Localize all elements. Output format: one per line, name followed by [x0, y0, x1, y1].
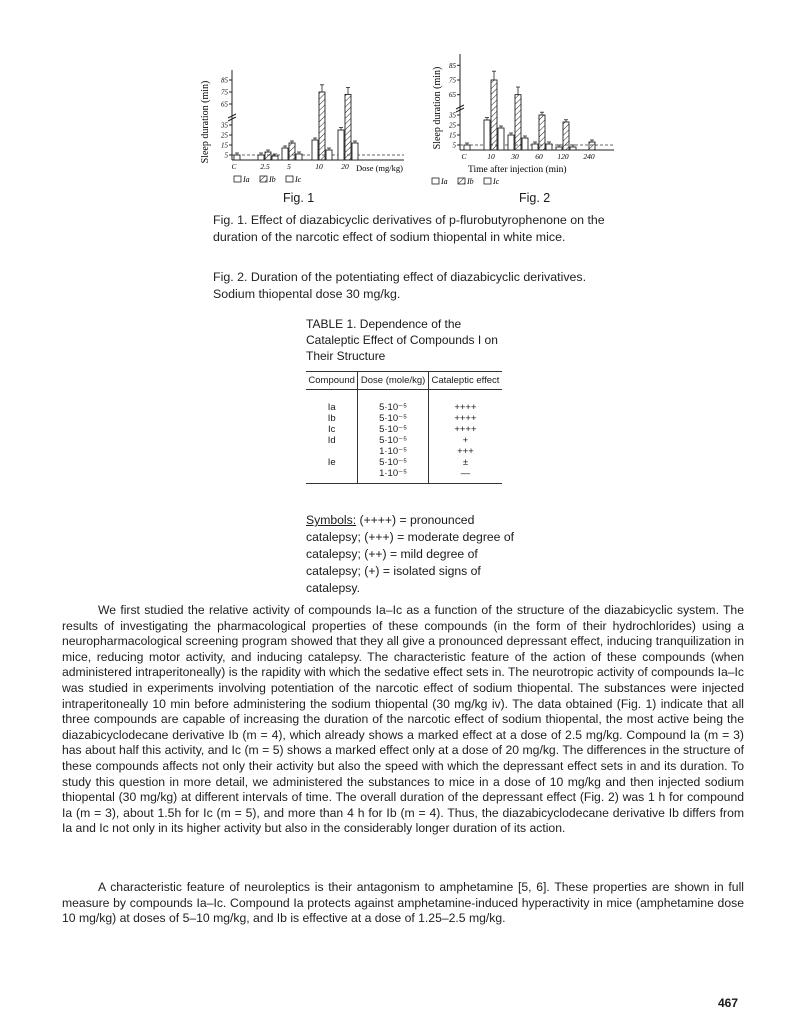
bar-ib — [319, 92, 325, 160]
bar-ic — [546, 144, 552, 150]
legend-swatch — [484, 178, 491, 184]
legend-label: Ia — [243, 175, 250, 184]
fig1-label: Fig. 1 — [283, 191, 315, 205]
bar-ia — [484, 120, 490, 150]
bar-ic — [352, 143, 358, 160]
y-tick-label: 85 — [221, 76, 228, 85]
table-title: TABLE 1. Dependence of the Cataleptic Effect of Compounds I on Their Structure — [306, 317, 498, 363]
bar-ib — [589, 142, 595, 150]
table-row: Ic 5·10⁻⁵ ++++ — [306, 424, 502, 435]
bar-ia — [282, 148, 288, 160]
x-tick-label: C — [231, 162, 237, 171]
page-number: 467 — [718, 996, 739, 1010]
symbols-text: (++++) = pronounced catalepsy; (+++) = moderate degree of catalepsy; (++) = mild degree of catalepsy; (+) = isolated signs of catalepsy. — [306, 513, 514, 595]
cataleptic-table — [306, 371, 502, 484]
x-tick-label: C — [461, 152, 467, 161]
fig1-caption: Fig. 1. Effect of diazabicyclic derivatives of p-flurobutyrophenone on the duration of the narcotic effect of sodium thiopental in white mice. — [213, 213, 605, 244]
y-tick-label: 15 — [221, 141, 228, 150]
table-header-compound: Compound — [306, 372, 358, 390]
x-tick-label: 2.5 — [260, 162, 270, 171]
bar-ib — [265, 152, 271, 160]
legend-label: Ic — [295, 175, 302, 184]
y-tick-label: 75 — [221, 88, 228, 97]
bar-ia — [556, 147, 562, 150]
bar-ib — [345, 94, 351, 160]
bar-ia — [258, 155, 264, 160]
legend-label: Ia — [441, 177, 448, 186]
bar-ia — [532, 144, 538, 150]
figure-1-chart — [196, 58, 408, 190]
y-tick-label: 35 — [221, 121, 228, 130]
table-row: Ie 5·10⁻⁵ ± — [306, 457, 502, 468]
bar-ic — [296, 154, 302, 160]
bar-ib — [515, 95, 521, 150]
y-tick-label: 35 — [449, 111, 456, 120]
legend-swatch — [458, 178, 465, 184]
bar-ia — [508, 135, 514, 150]
y-tick-label: 5 — [452, 141, 456, 150]
table-row: Ia 5·10⁻⁵ ++++ — [306, 390, 502, 414]
bar-ic — [570, 147, 576, 150]
bar-ic — [522, 138, 528, 150]
table-row: 1·10⁻⁵ — — [306, 468, 502, 484]
bar-ib — [539, 115, 545, 150]
body-paragraph-2: A characteristic feature of neuroleptics is their antagonism to amphetamine [5, 6]. These properties are shown in full measure by compounds Ia–Ic. Compound Ia protects against amphetamine-induced hyperactivity in mice (amphetamine dose 10 mg/kg) at doses of 5–10 mg/kg, and Ib is effective at a dose of 1.25–2.5 mg/kg. — [62, 880, 744, 926]
bar-ia — [464, 145, 470, 150]
bar-ia — [312, 140, 318, 160]
y-tick-label: 85 — [449, 61, 456, 70]
y-tick-label: 25 — [221, 131, 228, 140]
x-tick-label: 30 — [511, 152, 519, 161]
bar-ic — [498, 128, 504, 150]
bar-ic — [326, 150, 332, 160]
bar-ia — [234, 155, 240, 160]
fig2-caption: Fig. 2. Duration of the potentiating effect of diazabicyclic derivatives. Sodium thiopental dose 30 mg/kg. — [213, 270, 587, 301]
x-tick-label: 5 — [287, 162, 291, 171]
y-tick-label: 15 — [449, 131, 456, 140]
table-row: Id 5·10⁻⁵ + — [306, 435, 502, 446]
bar-ic — [272, 156, 278, 160]
legend-label: Ib — [467, 177, 474, 186]
y-tick-label: 65 — [221, 100, 228, 109]
figure-2-chart — [428, 44, 620, 192]
table-row: 1·10⁻⁵ +++ — [306, 446, 502, 457]
y-tick-label: 65 — [449, 91, 456, 100]
table-row: Ib 5·10⁻⁵ ++++ — [306, 413, 502, 424]
y-tick-label: 5 — [224, 151, 228, 160]
table-header-effect: Cataleptic effect — [428, 372, 502, 390]
x-tick-label: 240 — [583, 152, 595, 161]
fig2-xlabel: Time after injection (min) — [468, 165, 567, 175]
legend-swatch — [432, 178, 439, 184]
legend-swatch — [260, 176, 267, 182]
legend-swatch — [234, 176, 241, 182]
x-tick-label: 120 — [557, 152, 569, 161]
bar-ib — [563, 122, 569, 150]
body-paragraph-1: We first studied the relative activity of compounds Ia–Ic as a function of the structure of the diazabicyclic system. The results of investigating the pharmacological properties of these compounds (in the form of their hydrochlorides) using a neuropharmacological screening program showed that they all give a pronounced depressant effect, inducing tranquilization in mice, reducing motor activity, and inducing catalepsy. The characteristic feature of the action of these compounds (when administered intraperitoneally) is the rapidity with which the sedative effect sets in. The neurotropic activity of compounds Ia–Ic was studied in experiments involving potentiation of the narcotic effect of sodium thiopental. The substances were injected intraperitoneally 10 min before administering the sodium thiopental (30 mg/kg iv). The data obtained (Fig. 1) indicate that all three compounds are capable of increasing the duration of the narcotic effect of sodium thiopental, the most active being the diazabicyclodecane derivative Ib (m = 4), which already shows a marked effect at a dose of 2.5 mg/kg. Compound Ia (m = 3) has about half this activity, and Ic (m = 5) shows a marked effect only at a dose of 20 mg/kg. The differences in the structure of these compounds affects not only their activity but also the speed with which the depressant effect sets in and its duration. To study this question in more detail, we administered the substances to mice in a dose of 10 mg/kg and then injected sodium thiopental (30 mg/kg) at different intervals of time. The overall duration of the depressant effect (Fig. 2) was 1 h for compound Ia (m = 3), about 1.5h for Ic (m = 5), and more than 4 h for Ib (m = 4). Thus, the diazabicyclodecane derivative Ib differs from Ia and Ic not only in its higher activity but also in the considerably longer duration of its action. — [62, 603, 744, 836]
legend-label: Ic — [493, 177, 500, 186]
fig2-ylabel: Sleep duration (min) — [432, 66, 443, 150]
symbols-label: Symbols: — [306, 513, 357, 527]
bar-ia — [338, 130, 344, 160]
bar-ib — [289, 143, 295, 160]
y-tick-label: 75 — [449, 76, 456, 85]
fig1-ylabel: Sleep duration (min) — [200, 80, 211, 164]
table-symbols-note — [306, 512, 520, 597]
legend-swatch — [286, 176, 293, 182]
table-header-dose: Dose (mole/kg) — [358, 372, 429, 390]
fig2-label: Fig. 2 — [519, 191, 551, 205]
x-tick-label: 60 — [535, 152, 543, 161]
fig1-xlabel: Dose (mg/kg) — [356, 163, 403, 173]
x-tick-label: 20 — [341, 162, 349, 171]
x-tick-label: 10 — [315, 162, 323, 171]
x-tick-label: 10 — [487, 152, 495, 161]
y-tick-label: 25 — [449, 121, 456, 130]
legend-label: Ib — [269, 175, 276, 184]
bar-ib — [491, 80, 497, 150]
